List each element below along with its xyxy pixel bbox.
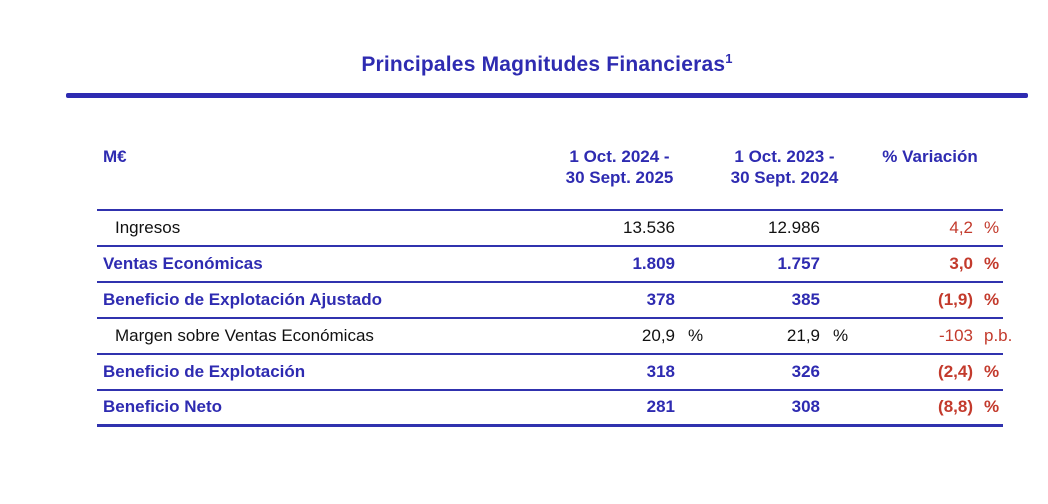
value-2025: 13.536: [527, 210, 677, 246]
value-2025: 281: [527, 390, 677, 426]
value-2025: 20,9: [527, 318, 677, 354]
value-2024-unit: [822, 246, 857, 282]
value-2024: 21,9: [712, 318, 822, 354]
row-label: Margen sobre Ventas Económicas: [97, 318, 527, 354]
col-header-period-2025: [527, 146, 712, 210]
value-2024: 12.986: [712, 210, 822, 246]
variation-unit: %: [975, 210, 1003, 246]
table-row-ventas-economicas: [97, 246, 1003, 282]
value-2025-unit: [677, 354, 712, 390]
value-2025: 378: [527, 282, 677, 318]
value-2025-unit: [677, 246, 712, 282]
variation-unit: %: [975, 354, 1003, 390]
title-footnote-marker: 1: [725, 51, 733, 66]
period-2024-line2: 30 Sept. 2024: [730, 168, 839, 188]
financial-table: [97, 146, 1013, 427]
col-header-period-2024: [712, 146, 857, 210]
value-2024-unit: [822, 210, 857, 246]
variation-value: 3,0: [857, 246, 975, 282]
title-rule: [66, 93, 1028, 98]
row-label: Beneficio Neto: [97, 390, 527, 426]
value-2024: 308: [712, 390, 822, 426]
variation-value: (2,4): [857, 354, 975, 390]
table-row-margen-ventas-economicas: [97, 318, 1003, 354]
variation-unit: %: [975, 246, 1003, 282]
variation-unit: %: [975, 282, 1003, 318]
value-2025-unit: [677, 282, 712, 318]
value-2024-unit: [822, 354, 857, 390]
row-label: Ventas Económicas: [97, 246, 527, 282]
unit-header: M€: [103, 147, 127, 166]
page-title-text: Principales Magnitudes Financieras: [361, 53, 726, 76]
value-2025-unit: [677, 390, 712, 426]
value-2025-unit: [677, 210, 712, 246]
variation-unit: p.b.: [975, 318, 1003, 354]
row-label: Beneficio de Explotación: [97, 354, 527, 390]
row-label: Beneficio de Explotación Ajustado: [97, 282, 527, 318]
value-2024: 385: [712, 282, 822, 318]
variation-unit: %: [975, 390, 1003, 426]
value-2025-unit: %: [677, 318, 712, 354]
value-2024-unit: [822, 390, 857, 426]
value-2024: 326: [712, 354, 822, 390]
header-row: [97, 146, 1003, 210]
variation-value: -103: [857, 318, 975, 354]
value-2024: 1.757: [712, 246, 822, 282]
period-2025-line2: 30 Sept. 2025: [565, 168, 674, 188]
value-2024-unit: %: [822, 318, 857, 354]
page-title-block: [66, 51, 1028, 77]
table-row-ingresos: [97, 210, 1003, 246]
page-title: [361, 53, 732, 76]
table-row-beneficio-explotacion-ajustado: [97, 282, 1003, 318]
value-2025: 1.809: [527, 246, 677, 282]
period-2024-line1: 1 Oct. 2023 -: [734, 147, 835, 166]
value-2024-unit: [822, 282, 857, 318]
row-label: Ingresos: [97, 210, 527, 246]
variation-header-text: % Variación: [882, 147, 978, 166]
table-row-beneficio-explotacion: [97, 354, 1003, 390]
table-row-beneficio-neto: [97, 390, 1003, 426]
variation-value: (8,8): [857, 390, 975, 426]
variation-value: 4,2: [857, 210, 975, 246]
variation-value: (1,9): [857, 282, 975, 318]
value-2025: 318: [527, 354, 677, 390]
period-2025-line1: 1 Oct. 2024 -: [569, 147, 670, 166]
col-header-variation: [857, 146, 1003, 210]
